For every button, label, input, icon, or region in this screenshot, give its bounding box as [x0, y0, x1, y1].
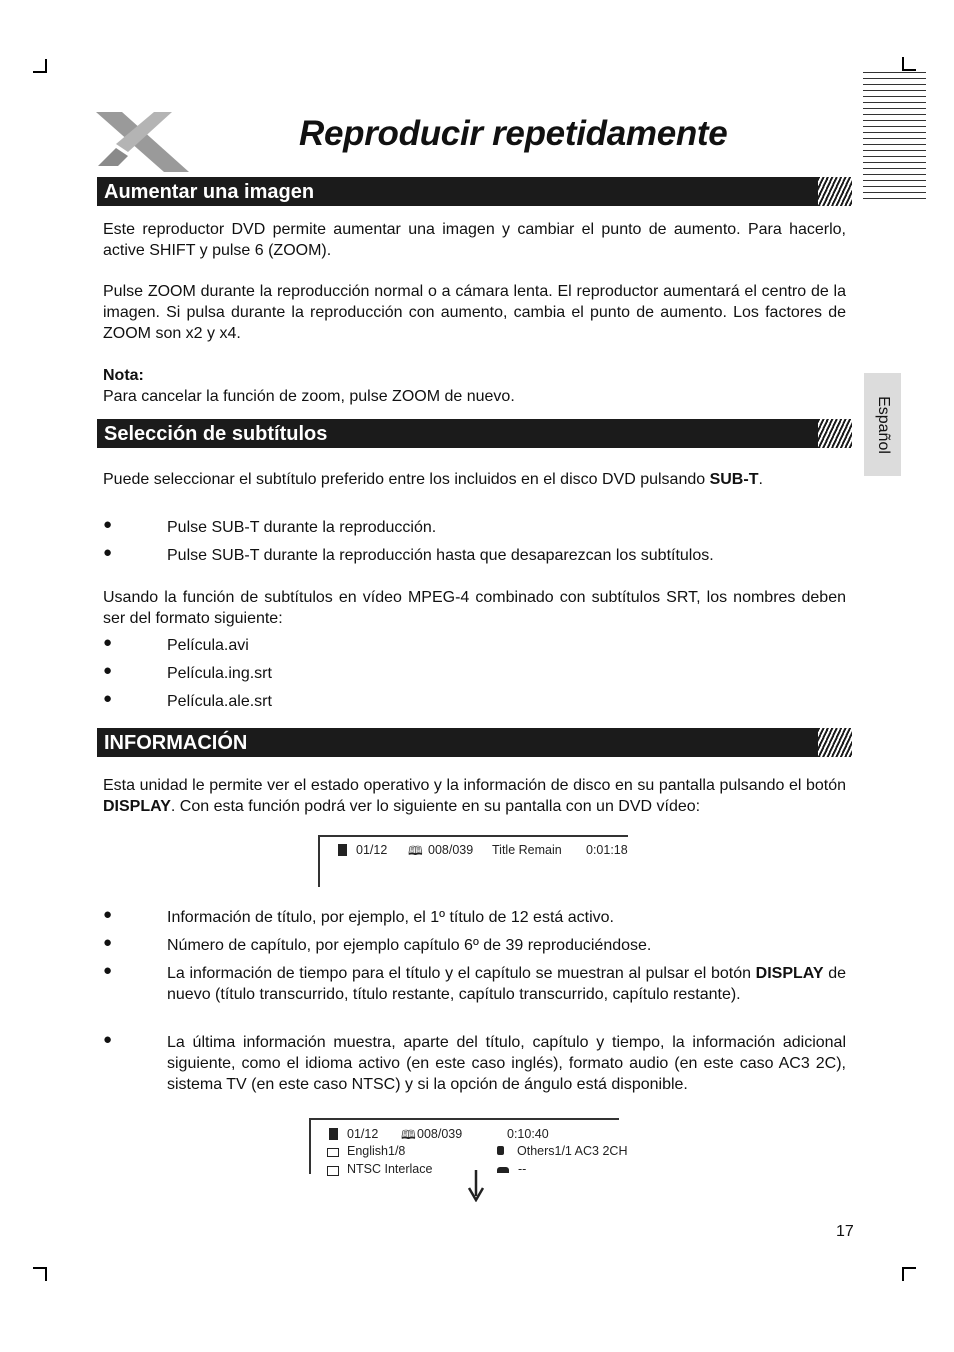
subtitle-icon	[327, 1148, 339, 1157]
subtitles-intro: Puede seleccionar el subtítulo preferido entre los incluidos en el disco DVD pulsando SUB-T.	[103, 471, 763, 488]
language-tab	[864, 373, 901, 476]
page-title: Reproducir repetidamente	[299, 114, 728, 153]
section-heading-zoom: Aumentar una imagen	[97, 177, 825, 206]
section-heading-info: INFORMACIÓN	[97, 728, 825, 757]
list-item: Película.avi	[167, 637, 249, 654]
brand-logo-icon	[94, 108, 194, 176]
arrow-down-icon	[466, 1170, 486, 1202]
note-label: Nota:	[103, 367, 144, 384]
note-text: Para cancelar la función de zoom, pulse ZOOM de nuevo.	[103, 388, 515, 405]
osd-angle: --	[518, 1162, 527, 1176]
list-item: Número de capítulo, por ejemplo capítulo 6º de 39 reproduciéndose.	[167, 937, 652, 954]
osd-tv-system: NTSC Interlace	[347, 1162, 433, 1176]
zoom-paragraph-2: Pulse ZOOM durante la reproducción normal o a cámara lenta. El reproductor aumentará el centro de la imagen. Si pulsa durante la reproducción con aumento, cambia el punto de aumento. Los factores de ZOOM son x2 y x4.	[103, 283, 846, 342]
osd-time: 0:01:18	[586, 843, 628, 857]
book-icon: 🕮	[401, 1128, 416, 1142]
bullet-icon: ●	[103, 544, 113, 561]
bullet-icon: ●	[103, 690, 113, 707]
section-bar-hatch	[818, 177, 852, 206]
osd-audio: Others1/1 AC3 2CH	[517, 1144, 628, 1158]
title-icon	[338, 844, 347, 856]
zoom-paragraph-1: Este reproductor DVD permite aumentar una imagen y cambiar el punto de aumento. Para hacerlo, active SHIFT y pulse 6 (ZOOM).	[103, 221, 846, 259]
bullet-icon: ●	[103, 962, 113, 979]
crop-mark-top-left	[33, 59, 47, 73]
decorative-stripes	[863, 72, 926, 200]
camera-angle-icon	[497, 1167, 509, 1173]
list-item: Pulse SUB-T durante la reproducción.	[167, 519, 437, 536]
list-item: Película.ing.srt	[167, 665, 272, 682]
bullet-icon: ●	[103, 906, 113, 923]
tv-icon	[327, 1166, 339, 1176]
section-bar-hatch	[818, 419, 852, 448]
list-item: Película.ale.srt	[167, 693, 272, 710]
osd-display-2	[309, 1118, 628, 1176]
list-item: La información de tiempo para el título y el capítulo se muestran al pulsar el botón DISPLAY de nuevo (título transcurrido, título restante, capítulo transcurrido, capítulo restante).	[167, 965, 847, 1003]
crop-mark-bottom-left	[33, 1267, 47, 1281]
language-tab-label: Español	[874, 395, 892, 454]
crop-mark-bottom-right	[902, 1267, 916, 1281]
bullet-icon: ●	[103, 934, 113, 951]
osd-chapter: 008/039	[417, 1127, 463, 1141]
page-number: 17	[836, 1223, 854, 1240]
mpeg4-paragraph: Usando la función de subtítulos en vídeo MPEG-4 combinado con subtítulos SRT, los nombres deben ser del formato siguiente:	[103, 589, 846, 627]
bullet-icon: ●	[103, 662, 113, 679]
bullet-icon: ●	[103, 1031, 113, 1048]
list-item: La última información muestra, aparte del título, capítulo y tiempo, la información adicional siguiente, como el idioma activo (en este caso inglés), formato audio (en este caso AC3 2C), sistema TV (en este caso NTSC) y si la opción de ángulo está disponible.	[167, 1034, 846, 1093]
title-icon	[329, 1128, 338, 1140]
bullet-icon: ●	[103, 634, 113, 651]
section-heading-subtitles: Selección de subtítulos	[97, 419, 825, 448]
osd-display-1	[318, 835, 628, 887]
audio-icon	[497, 1146, 504, 1155]
osd-subtitle: English1/8	[347, 1144, 406, 1158]
section-bar-hatch	[818, 728, 852, 757]
list-item: Pulse SUB-T durante la reproducción hasta que desaparezcan los subtítulos.	[167, 547, 714, 564]
book-icon: 🕮	[408, 844, 423, 858]
osd-title: 01/12	[356, 843, 388, 857]
info-intro: Esta unidad le permite ver el estado operativo y la información de disco en su pantalla pulsando el botón DISPLAY. Con esta función podrá ver lo siguiente en su pantalla con un DVD vídeo:	[103, 777, 846, 815]
osd-chapter: 008/039	[428, 843, 474, 857]
osd-title: 01/12	[347, 1127, 379, 1141]
list-item: Información de título, por ejemplo, el 1º título de 12 está activo.	[167, 909, 614, 926]
osd-time: 0:10:40	[507, 1127, 549, 1141]
crop-mark-top-right	[902, 57, 916, 71]
osd-time-label: Title Remain	[492, 843, 562, 857]
bullet-icon: ●	[103, 516, 113, 533]
